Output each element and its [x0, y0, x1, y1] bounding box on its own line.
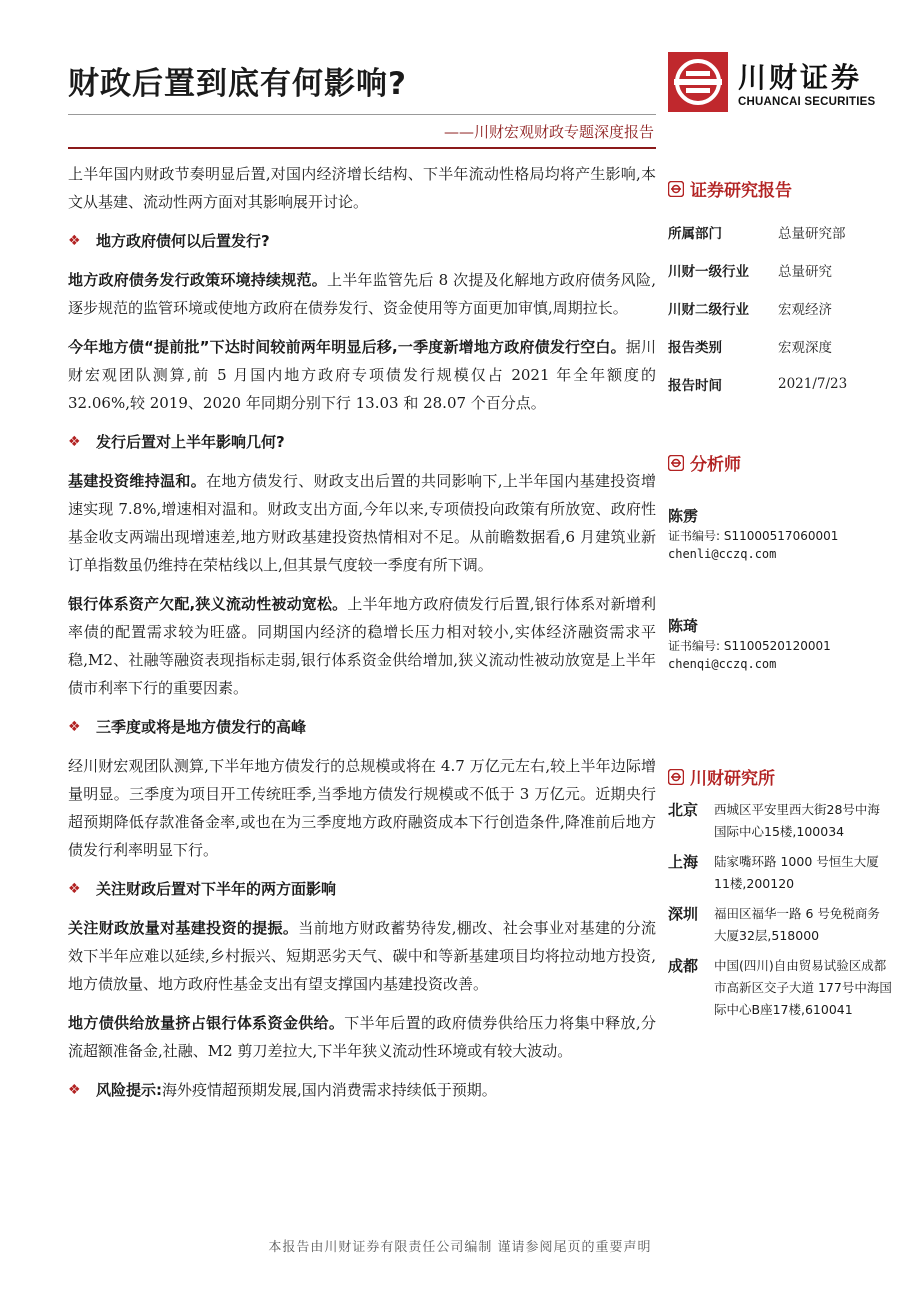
analyst-name: 陈琦: [668, 617, 699, 635]
paragraph: 今年地方债“提前批”下达时间较前两年明显后移,一季度新增地方政府债发行空白。据川财宏观团队测算,前 5 月国内地方政府专项债发行规模仅占 2021 年全年额度的 32.06%,较 2019、2020 年同期分别下行 13.03 和 28.07 个百分点。: [68, 338, 656, 412]
report-badge-icon: [668, 769, 684, 785]
section-heading: ❖ 发行后置对上半年影响几何?: [68, 428, 656, 456]
info-row: 报告类别 宏观深度: [668, 340, 832, 356]
main-content: [68, 160, 656, 1104]
section-heading: ❖ 关注财政后置对下半年的两方面影响: [68, 875, 656, 903]
chuancai-logo-icon: [668, 52, 728, 112]
analyst-cert: 证书编号: S1100051706​0001: [668, 529, 839, 543]
diamond-bullet-icon: ❖: [68, 881, 81, 897]
diamond-bullet-icon: ❖: [68, 233, 81, 249]
diamond-bullet-icon: ❖: [68, 719, 81, 735]
paragraph: 银行体系资产欠配,狭义流动性被动宽松。上半年地方政府债发行后置,银行体系对新增利率债的配置需求较为旺盛。同期国内经济的稳增长压力相对较小,实体经济融资需求平稳,M2、社融等融资表现指标走弱,银行体系资金供给增加,狭义流动性被动放宽是上半年债市利率下行的重要因素。: [68, 595, 656, 697]
info-row: 报告时间 2021/7/23: [668, 376, 848, 394]
report-badge-icon: [668, 181, 684, 197]
institute-heading: 川财研究所: [668, 764, 892, 789]
header-divider: [68, 114, 656, 115]
logo-chinese-name: 川财证券: [738, 61, 863, 94]
diamond-bullet-icon: ❖: [68, 1082, 81, 1098]
report-title: 财政后置到底有何影响?: [68, 66, 407, 102]
analyst-cert: 证书编号: S1100520120001: [668, 639, 831, 653]
analyst-email[interactable]: chenli@cczq.com: [668, 547, 777, 561]
logo-english-name: CHUANCAI SECURITIES: [738, 96, 876, 108]
office-entry: 深圳 福田区福华一路 6 号免税商务大厦32层,518000: [668, 905, 880, 943]
analyst-email[interactable]: chenqi@cczq.com: [668, 657, 777, 671]
info-row: 川财二级行业 宏观经济: [668, 302, 832, 318]
subtitle-divider: [68, 147, 656, 149]
section-heading: ❖ 三季度或将是地方债发行的高峰: [68, 713, 656, 741]
info-row: 川财一级行业 总量研究: [668, 264, 832, 280]
analyst-name: 陈雳: [668, 507, 699, 525]
paragraph: 基建投资维持温和。在地方债发行、财政支出后置的共同影响下,上半年国内基建投资增速实现 7.8%,增速相对温和。财政支出方面,今年以来,专项债投向政策有所放宽、政府性基金收支两端出现增速差,地方财政基建投资热情相对不足。从前瞻数据看,6 月建筑业新订单指数虽仍维持在荣枯线以上,但其景气度较一季度有所下调。: [68, 472, 656, 574]
report-subtitle: ——川财宏观财政专题深度报告: [443, 123, 654, 141]
office-entry: 成都 中国(四川)自由贸易试验区成都市高新区交子大道 177号中海国际中心B座17楼,610041: [668, 957, 892, 1017]
office-entry: 上海 陆家嘴环路 1000 号恒生大厦11楼,200120: [668, 853, 879, 891]
report-badge-icon: [668, 455, 684, 471]
section-heading: ❖ 地方政府债何以后置发行?: [68, 227, 656, 255]
page-footer: 本报告由川财证券有限责任公司编制 谨请参阅尾页的重要声明: [268, 1240, 652, 1255]
paragraph: 经川财宏观团队测算,下半年地方债发行的总规模或将在 4.7 万亿元左右,较上半年边际增量明显。三季度为项目开工传统旺季,当季地方债发行规模或不低于 3 万亿元。近期央行超预期降低存款准备金率,或也在为三季度地方政府融资成本下行创造条件,降准前后地方债发行利率明显下行。: [68, 757, 656, 859]
report-info-heading: 证券研究报告: [668, 176, 892, 201]
institute-panel: [668, 764, 892, 1029]
company-logo: [668, 52, 888, 114]
paragraph: 关注财政放量对基建投资的提振。当前地方财政蓄势待发,棚改、社会事业对基建的分流效下半年应难以延续,乡村振兴、短期恶劣天气、碳中和等新基建项目均将拉动地方投资,地方债放量、地方政府性基金支出有望支撑国内基建投资改善。: [68, 919, 656, 993]
analysts-panel: [668, 450, 892, 673]
paragraph: 地方债供给放量挤占银行体系资金供给。下半年后置的政府债券供给压力将集中释放,分流超额准备金,社融、M2 剪刀差拉大,下半年狭义流动性环境或有较大波动。: [68, 1014, 656, 1060]
analysts-heading: 分析师: [668, 450, 892, 475]
info-row: 所属部门 总量研究部: [668, 226, 846, 242]
diamond-bullet-icon: ❖: [68, 434, 81, 450]
report-info-panel: [668, 176, 892, 403]
office-entry: 北京 西城区平安里西大街28号中海国际中心15楼,100034: [668, 801, 880, 839]
intro-paragraph: 上半年国内财政节奏明显后置,对国内经济增长结构、下半年流动性格局均将产生影响,本文从基建、流动性两方面对其影响展开讨论。: [68, 165, 656, 211]
analyst-card: [668, 615, 892, 673]
risk-warning: ❖ 风险提示: 海外疫情超预期发展,国内消费需求持续低于预期。: [68, 1076, 656, 1104]
paragraph: 地方政府债务发行政策环境持续规范。上半年监管先后 8 次提及化解地方政府债务风险,逐步规范的监管环境或使地方政府在债券发行、资金使用等方面更加审慎,周期拉长。: [68, 271, 656, 317]
analyst-card: [668, 505, 892, 563]
